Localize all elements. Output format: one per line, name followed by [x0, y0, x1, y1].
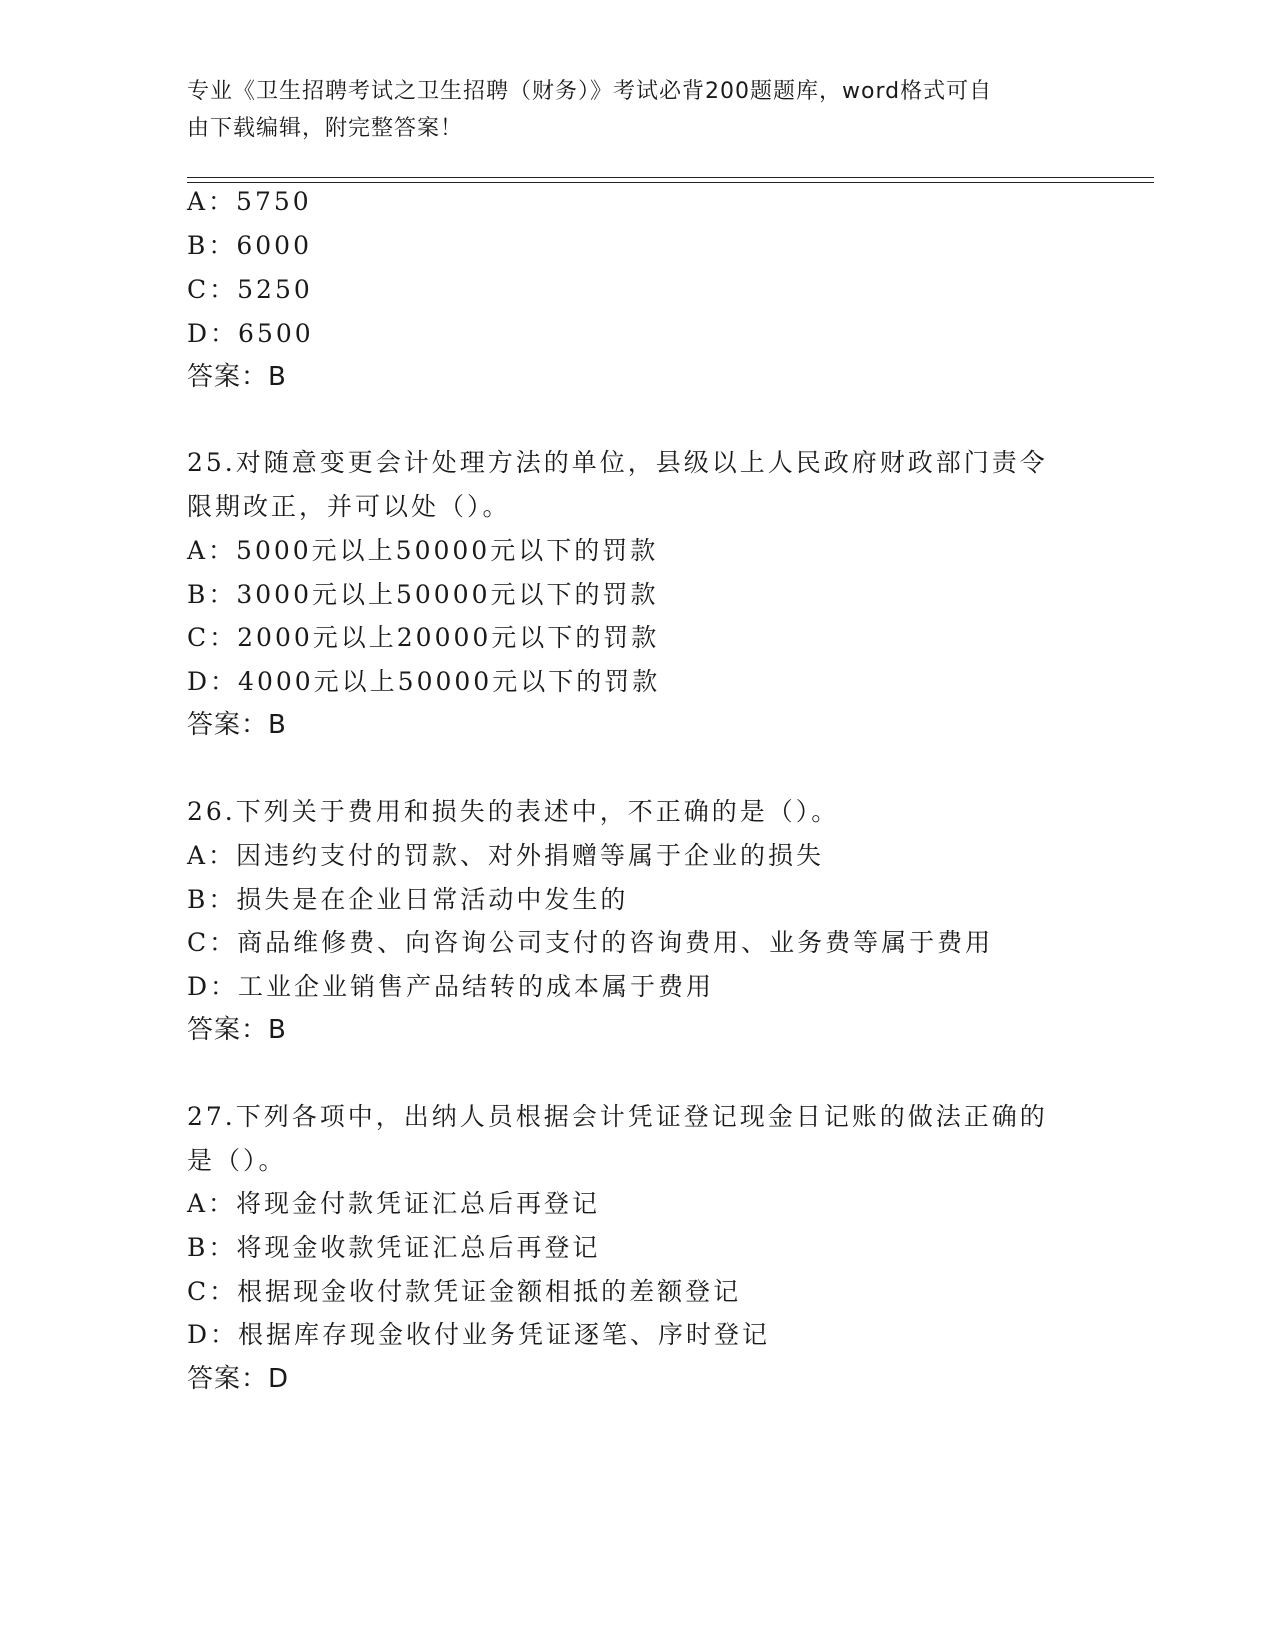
- q27-option-c: C：根据现金收付款凭证金额相抵的差额登记: [187, 1277, 742, 1306]
- q26-stem-line-1: 26.下列关于费用和损失的表述中，不正确的是（）。: [187, 797, 840, 826]
- q27-answer: 答案：D: [187, 1364, 290, 1394]
- q24-option-a: A：5750: [187, 187, 312, 216]
- q25-option-d: D：4000元以上50000元以下的罚款: [187, 667, 661, 696]
- header-divider-top: [187, 177, 1154, 178]
- q26-option-d: D：工业企业销售产品结转的成本属于费用: [187, 972, 715, 1001]
- q27-stem-line-1: 27.下列各项中，出纳人员根据会计凭证登记现金日记账的做法正确的: [187, 1102, 1048, 1131]
- q27-option-b: B：将现金收款凭证汇总后再登记: [187, 1233, 601, 1262]
- q25-option-c: C：2000元以上20000元以下的罚款: [187, 623, 660, 652]
- header-divider-bottom: [187, 182, 1154, 183]
- q26-option-a: A：因违约支付的罚款、对外捐赠等属于企业的损失: [187, 841, 825, 870]
- document-header: [187, 73, 1067, 147]
- q25-answer: 答案：B: [187, 710, 287, 740]
- q27-option-a: A：将现金付款凭证汇总后再登记: [187, 1189, 601, 1218]
- q26-answer: 答案：B: [187, 1015, 287, 1045]
- q25-stem-line-2: 限期改正，并可以处（）。: [187, 492, 511, 521]
- q27-option-d: D：根据库存现金收付业务凭证逐笔、序时登记: [187, 1320, 771, 1349]
- q24-option-d: D：6500: [187, 319, 314, 348]
- header-line-1: 专业《卫生招聘考试之卫生招聘（财务）》考试必背200题题库，word格式可自: [187, 79, 993, 104]
- q25-stem-line-1: 25.对随意变更会计处理方法的单位，县级以上人民政府财政部门责令: [187, 448, 1048, 477]
- q26-option-c: C：商品维修费、向咨询公司支付的咨询费用、业务费等属于费用: [187, 928, 994, 957]
- q24-option-c: C：5250: [187, 275, 313, 304]
- q26-option-b: B：损失是在企业日常活动中发生的: [187, 885, 629, 914]
- q27-stem-line-2: 是（）。: [187, 1146, 287, 1175]
- q25-option-b: B：3000元以上50000元以下的罚款: [187, 580, 659, 609]
- q24-option-b: B：6000: [187, 231, 312, 260]
- q24-answer: 答案：B: [187, 362, 287, 392]
- header-line-2: 由下载编辑，附完整答案！: [187, 116, 464, 141]
- q25-option-a: A：5000元以上50000元以下的罚款: [187, 536, 659, 565]
